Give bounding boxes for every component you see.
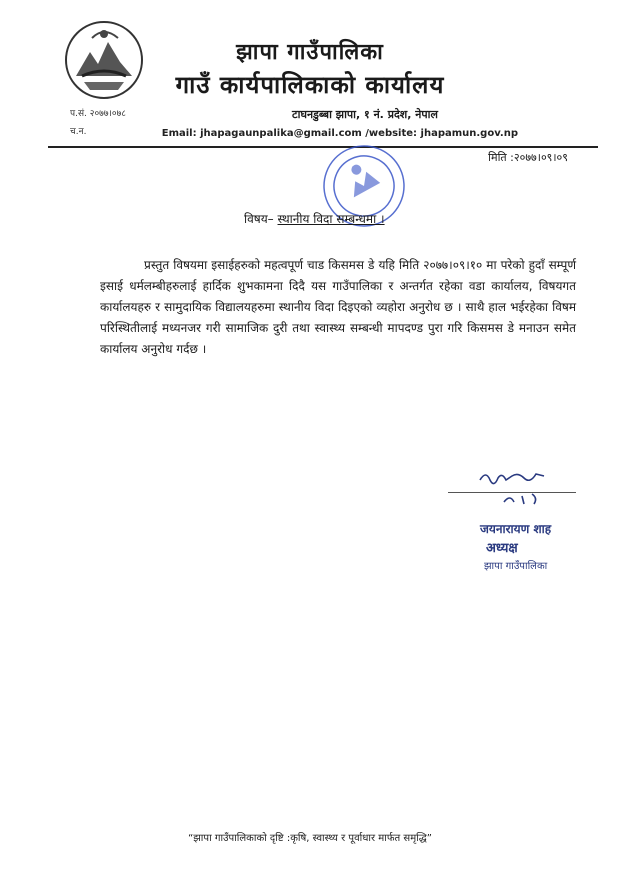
office-subtitle: गाउँ कार्यपालिकाको कार्यालय xyxy=(175,70,445,99)
letter-date: मिति :२०७७।०९।०९ xyxy=(488,151,568,164)
letter-body: प्रस्तुत विषयमा इसाईहरुको महत्वपूर्ण चाड किसमस डे यहि मिति २०७७।०९।१० मा परेको हुदाँ सम्पूर्ण इसाई धर्मलम्बीहरुलाई हार्दिक शुभकामना दिदै यस गाउँपालिका र अन्तर्गत रहेका वडा कार्यालय, विषयगत कार्यालयहरु र सामुदायिक विद्यालयहरुमा स्थानीय विदा दिइएको व्यहोरा अनुरोध छ । साथै हाल भईरहेका विषम परिस्थितीलाई मध्यनजर गरी सामाजिक दुरी तथा स्वास्थ्य सम्बन्धी मापदण्ड पुरा गरि किसमस डे मनाउन समेत कार्यालय अनुरोध गर्दछ । xyxy=(100,258,576,356)
subject-label: विषय– xyxy=(244,212,274,226)
signatory-title: अध्यक्ष xyxy=(486,541,518,556)
signatory-name: जयनारायण शाह xyxy=(480,522,552,536)
subject-line xyxy=(244,210,385,227)
reference-number: प.सं. २०७७।०७८ xyxy=(70,109,126,119)
contact-info: Email: jhapagaunpalika@gmail.com /website: jhapamun.gov.np xyxy=(161,128,518,139)
office-name: झापा गाउँपालिका xyxy=(236,39,384,65)
handwritten-signature-icon xyxy=(440,462,590,510)
footer-slogan: “झापा गाउँपालिकाको दृष्टि :कृषि, स्वास्थ्य र पूर्वाधार मार्फत समृद्धि” xyxy=(188,833,432,844)
signatory-office: झापा गाउँपालिका xyxy=(484,561,548,572)
dispatch-number: च.न. xyxy=(70,127,87,137)
subject-text: स्थानीय विदा सम्बन्धमा । xyxy=(277,212,385,226)
office-address: टाघनडुब्बा झापा, १ नं. प्रदेश, नेपाल xyxy=(292,108,438,121)
signature-line xyxy=(448,492,576,493)
